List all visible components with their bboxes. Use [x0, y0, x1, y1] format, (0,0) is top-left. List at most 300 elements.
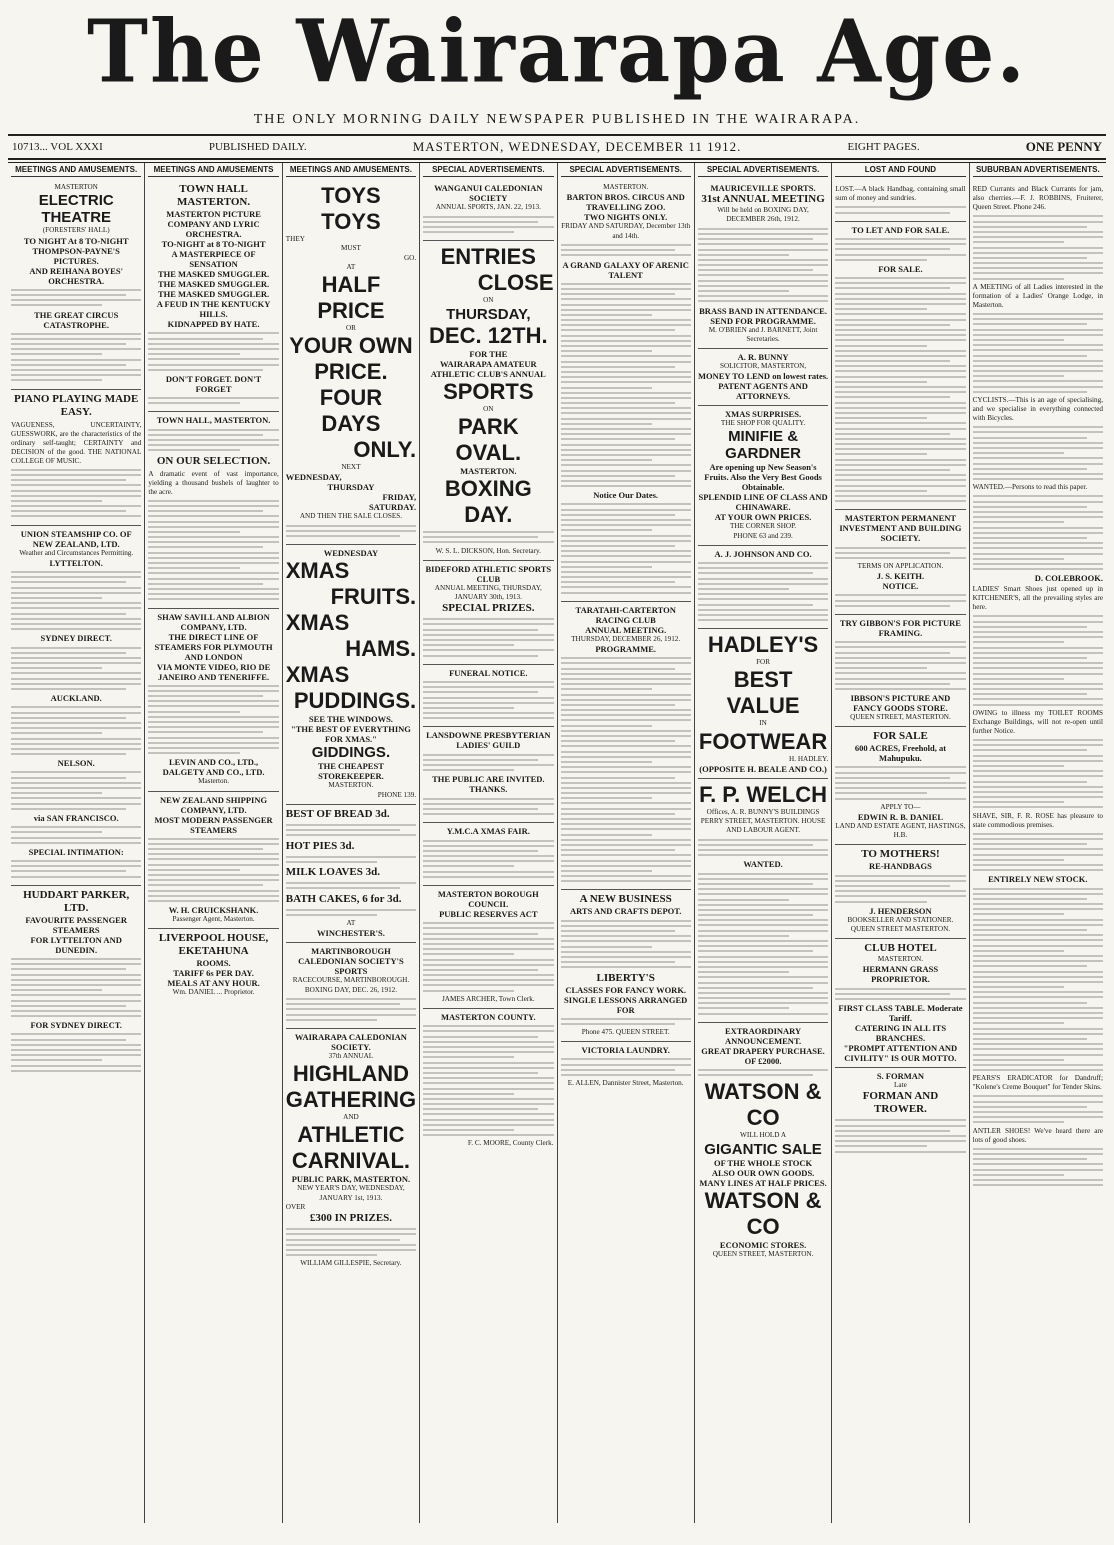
route-heading: FOR SYDNEY DIRECT. [30, 1020, 122, 1031]
ad-line: "PROMPT ATTENTION AND CIVILITY" IS OUR MOTTO. [843, 1043, 958, 1064]
ad-line: NEW YEAR'S DAY, WEDNESDAY, JANUARY 1st, 1913. [297, 1184, 405, 1202]
racing-club-ad [561, 602, 691, 891]
ad-headline: GIGANTIC SALE [704, 1140, 822, 1158]
text-lines [423, 618, 553, 656]
text-lines [11, 771, 141, 809]
nz-shipping-ad [148, 792, 278, 930]
ad-line: PUBLIC RESERVES ACT [439, 909, 538, 920]
ad-sub: ARTS AND CRAFTS DEPOT. [569, 906, 682, 917]
ad-title: LIVERPOOL HOUSE, EKETAHUNA [158, 932, 269, 958]
text-lines [835, 206, 965, 213]
wanganui-ad [423, 180, 553, 241]
ad-line: SPLENDID LINE OF CLASS AND CHINAWARE. [698, 492, 828, 513]
text-lines [423, 798, 553, 816]
ad-line: 31st ANNUAL MEETING [701, 193, 825, 206]
text-lines [835, 875, 965, 903]
ad-line: Are opening up New Season's Fruits. Also the Very Best Goods Obtainable. [704, 462, 822, 493]
ad-headline: PARK OVAL. [455, 413, 522, 465]
ad-line: MASTERTON. [328, 781, 374, 790]
ad-title: HUDDART PARKER, LTD. [23, 888, 130, 914]
ad-line: ON OUR SELECTION. [156, 454, 271, 467]
ad-headline: ATHLETIC [297, 1122, 405, 1148]
ad-place: MASTERTON [54, 183, 98, 192]
ad-line: MASTERTON. [460, 465, 517, 476]
column-heading: LOST AND FOUND [835, 165, 965, 177]
ad-line: KIDNAPPED BY HATE. [167, 319, 260, 330]
ad-line: FRIDAY AND SATURDAY, December 13th and 14th. [561, 222, 691, 240]
classified-item: OWING to illness my TOILET ROOMS Exchange Buildings, will not re-open until further Notice. [972, 708, 1103, 735]
ad-sub: RE-HANDBAGS [869, 861, 932, 872]
route-heading: AUCKLAND. [50, 693, 102, 704]
ad-headline: BEST VALUE [726, 667, 800, 719]
text-lines [148, 838, 278, 902]
ad-line: Notice Our Dates. [593, 490, 659, 501]
notice-text: LOST.—A black Handbag, containing small sum of money and sundries. [835, 185, 966, 203]
ad-title: WANGANUI CALEDONIAN SOCIETY [434, 183, 543, 204]
text-lines [835, 238, 965, 261]
column-4 [420, 163, 557, 1523]
ad-body: A dramatic event of vast importance, yielding a thousand bushels of laughter to the acre. [148, 469, 279, 496]
text-lines [973, 615, 1103, 705]
proprietor: H. HADLEY. [789, 754, 829, 763]
agent-name: EDWIN R. B. DANIEL [857, 812, 944, 822]
lansdowne-ad [423, 727, 553, 823]
ad-line: PATENT AGENTS AND ATTORNEYS. [718, 381, 808, 402]
ad-line: Will be held on BOXING DAY, DECEMBER 26th, 1912. [717, 206, 809, 224]
ad-line: HOT PIES 3d. [285, 839, 355, 852]
route-heading: NELSON. [57, 758, 95, 769]
ad-line: MEALS AT ANY HOUR. [167, 978, 260, 989]
ad-line: CATERING IN ALL ITS BRANCHES. [854, 1023, 947, 1044]
bunny-solicitor-ad [698, 349, 828, 406]
ad-line: MASTERTON. [877, 955, 924, 964]
text-lines [11, 1033, 141, 1071]
text-lines [561, 1018, 691, 1025]
proprietor: HERMANN GRASS PROPRIETOR. [862, 964, 939, 985]
ad-sub: (FORESTERS' HALL) [42, 226, 110, 235]
ad-title: TRY GIBBON'S FOR PICTURE FRAMING. [839, 618, 961, 639]
text-lines [148, 397, 278, 404]
ad-line: THE MASKED SMUGGLER. [157, 279, 270, 290]
ad-title: MARTINBOROUGH CALEDONIAN SOCIETY'S SPORTS [298, 946, 404, 977]
column-heading: SPECIAL ADVERTISEMENTS. [698, 165, 828, 177]
ad-title: TARATAHI-CARTERTON RACING CLUB [575, 604, 676, 625]
electric-theatre-ad [11, 180, 141, 389]
phone: Phone 475. QUEEN STREET. [581, 1028, 670, 1037]
ad-sub: WAIRARAPA CALEDONIAN SOCIETY. [294, 1031, 407, 1052]
ad-title: PIANO PLAYING MADE EASY. [14, 392, 139, 418]
classified-item: ANTLER SHOES! We've heard there are lots of good shoes. [972, 1126, 1103, 1144]
classifieds [973, 180, 1103, 1193]
ad-line: CLASSES FOR FANCY WORK. SINGLE LESSONS ARRANGED FOR [564, 984, 688, 1015]
text-lines [973, 739, 1103, 808]
text-lines [561, 244, 691, 256]
ad-headline: CLOSE [477, 270, 554, 296]
town-hall-selection-ad [148, 412, 278, 608]
ad-line: "THE BEST OF EVERYTHING FOR XMAS." [290, 724, 411, 745]
text-lines [561, 283, 691, 487]
ad-line: IN [759, 719, 767, 728]
ad-line: A MASTERPIECE OF SENSATION [171, 249, 256, 270]
route-heading: LYTTELTON. [49, 557, 103, 568]
agent-role: Passenger Agent, Masterton. [172, 915, 255, 924]
text-lines [148, 500, 278, 601]
laundry-ad [561, 1042, 691, 1092]
shop-name: LIBERTY'S [596, 971, 655, 984]
ad-line: TO-NIGHT at 8 TO-NIGHT [161, 239, 266, 250]
column-3 [283, 163, 420, 1523]
highland-gathering-ad [286, 1029, 416, 1273]
ad-line: MONEY TO LEND on lowest rates. [697, 371, 829, 382]
ad-title: FOR SALE [873, 730, 928, 743]
shop-name: WATSON & CO [704, 1187, 822, 1239]
place-date: MASTERTON, WEDNESDAY, DECEMBER 11 1912. [412, 139, 742, 154]
text-lines [286, 998, 416, 1021]
text-lines [11, 706, 141, 755]
ad-line: SATURDAY. [368, 502, 417, 513]
ad-headline: GATHERING [285, 1087, 417, 1113]
ad-line: THANKS. [469, 784, 508, 795]
ad-line: FRIDAY, [382, 492, 417, 503]
ad-line: WEDNESDAY [323, 548, 379, 559]
text-lines [423, 754, 553, 772]
ad-line: OVER [285, 1202, 306, 1211]
ad-line: £300 IN PRIZES. [309, 1211, 393, 1224]
ad-title: MASTERTON PERMANENT INVESTMENT AND BUILDING SOCIETY. [839, 513, 962, 544]
clerk: F. C. MOORE, County Clerk. [467, 1139, 554, 1148]
ad-line: 37th ANNUAL [328, 1051, 374, 1060]
text-lines [973, 833, 1103, 871]
ad-title: UNION STEAMSHIP CO. OF NEW ZEALAND, LTD. [20, 528, 132, 549]
ad-line: BEST OF BREAD 3d. [285, 807, 390, 820]
circus-ad [561, 180, 691, 602]
text-lines [11, 958, 141, 1017]
price: ONE PENNY [1025, 139, 1102, 154]
text-lines [973, 313, 1103, 393]
mothers-ad [835, 845, 965, 939]
column-1 [8, 163, 145, 1523]
ad-line: OF THE WHOLE STOCK [713, 1157, 813, 1168]
text-lines [973, 495, 1103, 570]
agent-name: W. H. CRUICKSHANK. [168, 905, 259, 916]
proprietor: Wm. DANIEL ... Proprietor. [172, 988, 255, 997]
ad-line: THE CORNER SHOP. [730, 522, 797, 531]
phone: PHONE 63 and 239. [733, 531, 793, 540]
ad-line: THURSDAY, DECEMBER 26, 1912. [571, 634, 681, 643]
ad-title: A. J. JOHNSON AND CO. [714, 548, 812, 559]
shop-name: S. FORMAN [876, 1071, 925, 1082]
classified-item: A MEETING of all Ladies interested in the formation of a Ladies' Orange Lodge, in Masterton. [972, 282, 1103, 309]
ad-line: THURSDAY [327, 482, 375, 493]
text-lines [698, 562, 828, 621]
tagline: THE ONLY MORNING DAILY NEWSPAPER PUBLISHED IN THE WAIRARAPA. [253, 112, 861, 127]
ad-headline: XMAS [285, 558, 350, 584]
ad-line: FIRST CLASS TABLE. Moderate Tariff. [838, 1003, 963, 1024]
signature: D. COLEBROOK. [1034, 573, 1103, 584]
text-lines [423, 531, 553, 543]
column-heading: MEETINGS AND AMUSEMENTS. [286, 165, 416, 177]
ad-line: XMAS SURPRISES. [725, 409, 802, 420]
ad-title: CLUB HOTEL [864, 942, 937, 955]
ad-line: THE SHOP FOR QUALITY. [720, 419, 806, 428]
ad-line: ANNOUNCEMENT. [725, 1035, 802, 1046]
ad-line: WANTED. [743, 859, 783, 870]
johnson-ad [698, 546, 828, 629]
union-steamship-ad [11, 526, 141, 886]
classified-item: SHAVE, SIR, F. R. ROSE has pleasure to state commodious premises. [972, 811, 1103, 829]
text-lines [561, 1058, 691, 1076]
text-lines [286, 882, 416, 889]
agent-name: LEVIN AND CO., LTD., DALGETY AND CO., LTD. [162, 757, 265, 778]
ad-title: MAURICEVILLE SPORTS. [710, 183, 816, 194]
funeral-notice [423, 665, 553, 728]
ad-line: WAIRARAPA AMATEUR ATHLETIC CLUB'S ANNUAL [430, 358, 546, 379]
ad-sub: THE DIRECT LINE OF STEAMERS FOR PLYMOUTH AND LONDON [154, 631, 273, 662]
ad-line: AT [346, 262, 356, 271]
ad-title: SHAW SAVILL AND ALBION COMPANY, LTD. [157, 611, 270, 632]
shop-name: WINCHESTER'S. [317, 928, 385, 939]
toys-sale-ad [286, 180, 416, 545]
hadley-footwear-ad [698, 629, 828, 779]
bideford-ad [423, 561, 553, 665]
ad-title: ELECTRIC THEATRE [38, 192, 114, 227]
shaw-savill-ad [148, 609, 278, 792]
shop-name: HADLEY'S [707, 632, 819, 658]
text-lines [286, 824, 416, 836]
xmas-ad [286, 545, 416, 804]
route-heading: via SAN FRANCISCO. [33, 812, 119, 823]
ad-title: FORMAN AND TROWER. [862, 1090, 939, 1116]
section-title: FOR SALE. [878, 263, 923, 274]
classified-item: LADIES' Smart Shoes just opened up in KITCHENER'S, all the prevailing styles are here. [972, 585, 1103, 612]
ad-headline: HIGHLAND [292, 1061, 409, 1087]
text-lines [698, 839, 828, 857]
ad-title: BARTON BROS. CIRCUS AND TRAVELLING ZOO. [566, 192, 685, 213]
text-lines [973, 215, 1103, 279]
text-lines [148, 685, 278, 754]
text-lines [11, 289, 141, 307]
ad-sub: MOST MODERN PASSENGER STEAMERS [154, 814, 273, 835]
proprietor: E. ALLEN, Dannister Street, Masterton. [567, 1079, 684, 1088]
text-lines [11, 469, 141, 518]
ad-headline: HAMS. [345, 636, 417, 662]
text-lines [286, 856, 416, 863]
ad-headline: FRUITS. [330, 584, 417, 610]
column-heading: SUBURBAN ADVERTISEMENTS. [973, 165, 1103, 177]
ad-headline: PUDDINGS. [293, 688, 417, 714]
ad-line: WILL HOLD A [740, 1131, 787, 1140]
route-heading: SYDNEY DIRECT. [40, 633, 112, 644]
ad-headline: ONLY. [353, 437, 417, 463]
column-heading: SPECIAL ADVERTISEMENTS. [561, 165, 691, 177]
ad-sub: Weather and Circumstances Permitting. [19, 548, 134, 557]
ad-title: VICTORIA LAUNDRY. [581, 1045, 670, 1056]
text-lines [11, 860, 141, 878]
published-daily: PUBLISHED DAILY. [208, 141, 307, 153]
ad-title: TOWN HALL MASTERTON. [177, 183, 251, 209]
ad-line: MILK LOAVES 3d. [285, 866, 380, 879]
ad-line: SEE THE WINDOWS. [308, 714, 393, 725]
ad-title: Y.M.C.A XMAS FAIR. [446, 826, 530, 837]
agent-name: J. S. KEITH. [876, 571, 925, 582]
ad-title: IBBSON'S PICTURE AND FANCY GOODS STORE. [850, 693, 951, 714]
ad-line: AT YOUR OWN PRICES. [714, 512, 812, 523]
farm-for-sale-ad [835, 727, 965, 845]
column-5 [558, 163, 695, 1523]
welch-agent-ad [698, 779, 828, 1023]
text-lines [835, 766, 965, 799]
ad-line: NEXT [341, 463, 361, 472]
text-lines [423, 216, 553, 234]
ad-line: QUEEN STREET, MASTERTON. [850, 713, 951, 722]
page-count: EIGHT PAGES. [847, 141, 920, 153]
ad-line: QUEEN STREET, MASTERTON. [712, 1249, 814, 1258]
ymca-ad [423, 823, 553, 886]
ad-line: AND THEN THE SALE CLOSES. [299, 512, 403, 521]
ad-line: PROGRAMME. [595, 644, 657, 655]
ad-line: ON [483, 404, 494, 413]
ad-line: QUEEN STREET MASTERTON. [850, 924, 951, 933]
text-lines [286, 1228, 416, 1256]
ad-line: AND [343, 1113, 359, 1122]
ad-line: ECONOMIC STORES. [719, 1239, 807, 1250]
ad-line: THOMPSON-PAYNE'S PICTURES. [32, 245, 120, 266]
ad-headline: DEC. 12TH. [429, 322, 548, 348]
ad-title: TOWN HALL, MASTERTON. [156, 415, 271, 426]
ad-line: WEDNESDAY, [285, 472, 342, 483]
text-lines [973, 426, 1103, 480]
text-lines [835, 547, 965, 559]
text-lines [973, 1148, 1103, 1186]
section-title: TO LET AND FOR SALE. [851, 224, 950, 235]
ad-title: TO MOTHERS! [861, 848, 940, 861]
ad-line: A GRAND GALAXY OF ARENIC TALENT [562, 259, 689, 280]
ad-line: AT [346, 919, 356, 928]
text-lines [835, 641, 965, 690]
ad-line: THEY [285, 235, 305, 244]
text-lines [11, 571, 141, 630]
watson-ad [698, 1023, 828, 1263]
ad-line: THE CHEAPEST STOREKEEPER. [317, 761, 384, 782]
ad-body: VAGUENESS, UNCERTAINTY, GUESSWORK, are the characteristics of the ordinary self-taught; CERTAINTY and DECISION of the good. THE NATIONAL COLLEGE OF MUSIC. [11, 420, 142, 465]
ad-title: TOYS [321, 209, 381, 235]
agent-role: LAND AND ESTATE AGENT, HASTINGS, H.B. [835, 822, 966, 840]
ad-line: TWO NIGHTS ONLY. [584, 212, 668, 223]
ad-line: SPECIAL PRIZES. [442, 602, 535, 615]
ad-line: APPLY TO— [880, 802, 921, 811]
ad-line: TO NIGHT At 8 TO-NIGHT [23, 235, 129, 246]
martinborough-ad [286, 943, 416, 1029]
column-7 [832, 163, 969, 1523]
ad-headline: BOXING DAY. [444, 475, 532, 527]
ad-line: SOLICITOR, MASTERTON, [719, 362, 807, 371]
column-heading: SPECIAL ADVERTISEMENTS. [423, 165, 553, 177]
agent-place: Masterton. [198, 777, 230, 786]
ad-headline: YOUR OWN PRICE. [289, 333, 413, 385]
text-lines [423, 922, 553, 991]
text-lines [973, 888, 1103, 1072]
classified-item: RED Currants and Black Currants for jam, also cherries.—F. J. ROBBINS, Fruiterer, Queen Street. Phone 246. [972, 185, 1103, 212]
text-lines [286, 525, 416, 537]
ad-line: GREAT DRAPERY PURCHASE. OF £2000. [701, 1045, 825, 1066]
ad-headline: SPORTS [443, 378, 534, 404]
ad-title: A. R. BUNNY [737, 352, 789, 363]
column-2 [145, 163, 282, 1523]
ad-line: THE MASKED SMUGGLER. [157, 269, 270, 280]
ad-line: ANNUAL MEETING, THURSDAY, JANUARY 30th, 1913. [434, 583, 542, 601]
ad-line: (OPPOSITE H. BEALE AND CO.) [699, 763, 827, 774]
masthead [8, 1, 1106, 114]
shop-name: GIDDINGS. [311, 744, 391, 762]
ad-headline: HALF PRICE [317, 272, 385, 324]
text-lines [423, 681, 553, 719]
town-hall-ad [148, 180, 278, 412]
ad-line: FOR THE [469, 348, 508, 359]
ad-line: A FEUD IN THE KENTUCKY HILLS. [156, 299, 271, 320]
column-heading: MEETINGS AND AMUSEMENTS [148, 165, 278, 177]
phone: PHONE 139. [377, 790, 417, 799]
ad-line: TERMS ON APPLICATION. [857, 562, 944, 571]
entries-close-ad [423, 241, 553, 560]
text-lines [698, 873, 828, 1015]
ad-line: PUBLIC PARK, MASTERTON. [291, 1174, 411, 1185]
shop-name: F. P. WELCH [699, 781, 828, 807]
bread-ad [286, 805, 416, 944]
classified-item: PEARS'S ERADICATOR for Dandruff; "Kolene's Creme Bouquet" for Tender Skins. [972, 1074, 1103, 1092]
classified-item: WANTED.—Persons to read this paper. [972, 483, 1088, 492]
secretary: WILLIAM GILLESPIE, Secretary. [300, 1259, 402, 1268]
route-heading: SPECIAL INTIMATION: [28, 846, 124, 857]
text-lines [286, 909, 416, 916]
shop-name: MINIFIE & GARDNER [725, 428, 801, 463]
text-lines [11, 647, 141, 691]
text-lines [698, 1069, 828, 1076]
clerk: JAMES ARCHER, Town Clerk. [442, 994, 535, 1003]
ad-line: AND REIHANA BOYES' ORCHESTRA. [29, 265, 123, 286]
ad-line: TARIFF 6s PER DAY. [173, 968, 254, 979]
ad-line: GO. [403, 253, 417, 262]
ad-line: ON [483, 296, 494, 305]
minifie-gardner-ad [698, 406, 828, 546]
secretary: M. O'BRIEN and J. BARNETT, Joint Secretaries. [708, 325, 818, 343]
ad-headline: ENTRIES [440, 244, 536, 270]
ad-title: MASTERTON COUNTY. [440, 1012, 536, 1023]
ad-line: Late [894, 1081, 907, 1090]
ad-line: NOTICE. [882, 581, 919, 592]
ad-headline: CARNIVAL. [291, 1148, 411, 1174]
masterton-county-ad [423, 1009, 553, 1153]
text-lines [561, 920, 691, 969]
ad-headline: DAYS [321, 411, 381, 437]
column-8 [970, 163, 1106, 1523]
dateline [8, 134, 1106, 160]
ad-line: BOOKSELLER AND STATIONER. [847, 915, 954, 924]
liverpool-house-ad [148, 929, 278, 1001]
ad-title: BIDEFORD ATHLETIC SPORTS CLUB [425, 563, 552, 584]
text-lines [148, 429, 278, 452]
borough-council-ad [423, 886, 553, 1009]
ad-title: TOYS [321, 183, 381, 209]
text-lines [698, 228, 828, 303]
text-lines [11, 826, 141, 844]
issue-number: 10713... VOL XXXI [12, 141, 103, 153]
ad-title: LANSDOWNE PRESBYTERIAN LADIES' GUILD [426, 730, 551, 751]
ad-title: NEW ZEALAND SHIPPING COMPANY, LTD. [160, 794, 268, 815]
column-6 [695, 163, 832, 1523]
ad-headline: FOOTWEAR [698, 728, 828, 754]
to-let-section [835, 222, 965, 511]
ad-line: VIA MONTE VIDEO, RIO DE JANEIRO AND TENERIFFE. [156, 661, 271, 682]
